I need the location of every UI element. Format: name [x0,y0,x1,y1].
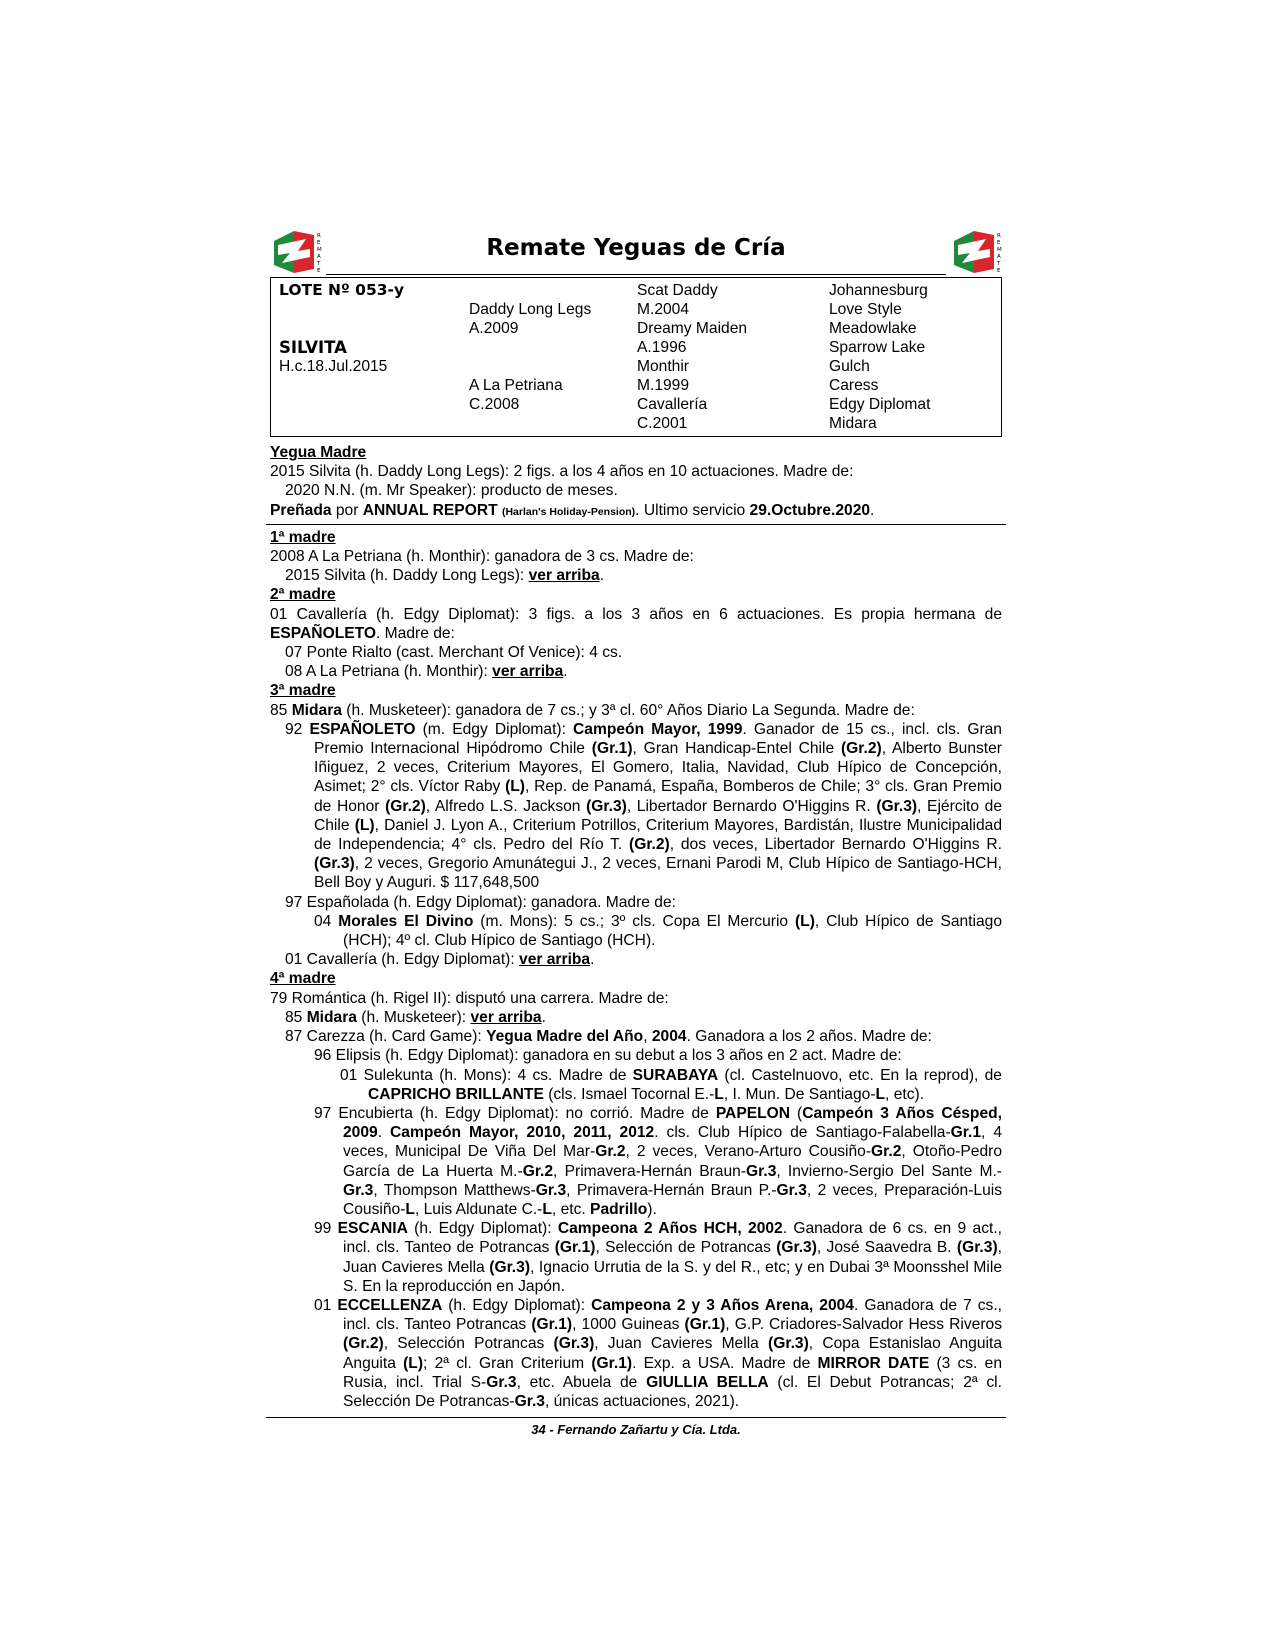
text-span: ESPAÑOLETO [309,720,416,738]
grandparent-entry: Monthir [637,358,689,375]
svg-text:M: M [317,247,322,253]
text-line: 96 Elipsis (h. Edgy Diplomat): ganadora en su debut a los 3 años en 2 act. Madre de: [314,1047,902,1065]
text-span: , Invierno-Sergio Del Sante M.- [776,1162,1003,1180]
text-span: Midara [306,1008,357,1026]
grandparent-entry: Cavallería [637,396,708,413]
text-span: , 1000 Guineas [572,1316,685,1334]
text-line [270,1219,1002,1296]
text-span: 04 [314,912,339,930]
catalog-page [270,225,1002,1437]
text-span: , etc). [885,1085,925,1103]
great-grandparent: Johannesburg [829,282,928,299]
text-span: , José Saavedra B. [816,1239,957,1257]
text-span: (Gr.2) [385,797,426,815]
text-span: . [563,663,568,681]
text-span: . Ganadora de 7 cs., incl. cls. Tanteo Potrancas [343,1296,1003,1334]
text-span: (Gr.3) [768,1335,809,1353]
text-span: . Madre de: [376,624,455,642]
great-grandparent: Sparrow Lake [829,339,926,356]
text-span: MIRROR DATE [817,1354,930,1372]
text-line: 79 Romántica (h. Rigel II): disputó una carrera. Madre de: [270,989,669,1007]
text-span: , 2 veces, Preparación-Luis Cousiño- [343,1181,1003,1218]
footer-divider [266,1417,1006,1418]
section-heading: Yegua Madre [270,444,367,461]
text-span: , Libertador Bernardo O'Higgins R. [626,797,877,815]
text-span: 87 Carezza (h. Card Game): [285,1028,487,1046]
text-span: 2015 Silvita (h. Daddy Long Legs): [285,567,529,585]
grandparent-entry: Scat Daddy [637,282,718,299]
pedigree-col-parents [469,281,591,414]
pedigree-box [270,277,1002,437]
text-span: L [542,1200,552,1218]
text-span: , Selección de Potrancas [595,1239,777,1257]
text-span: , Rep. de Panamá, España, Bomberos de Chile; 3° cls. Gran Premio de Honor [314,778,1002,815]
text-span: . [377,1124,391,1142]
text-span: (h. Musketeer): ganadora de 7 cs.; y 3ª cl. 60° Años Diario La Segunda. Madre de: [341,701,915,719]
great-grandparent: Gulch [829,358,870,375]
text-span: ESCANIA [337,1220,408,1238]
svg-text:A: A [997,254,1001,260]
svg-text:T: T [997,261,1001,267]
text-span: (h. Edgy Diplomat): [442,1296,592,1314]
text-span: (Gr.2) [840,740,882,758]
text-line: 07 Ponte Rialto (cast. Merchant Of Venice): 4 cs. [285,644,623,662]
text-span: Preñada [270,501,332,519]
text-span: , Luis Aldunate C.- [414,1200,543,1218]
text-span: , Primavera-Hernán Braun P.- [566,1181,777,1199]
text-span: ver arriba [519,951,591,969]
text-span: , [643,1028,652,1046]
text-span: (L) [794,912,815,930]
text-span: Gr.1 [950,1124,982,1142]
text-span: PAPELON [715,1104,791,1122]
text-span: . [599,567,605,585]
text-span: ver arriba [528,567,600,585]
text-span: , Otoño-Pedro García de La Huerta M.- [343,1143,1002,1180]
text-span: 01 Cavallería (h. Edgy Diplomat): 3 figs. a los 3 años en 6 actuaciones. Es propia hermana de [270,605,1002,623]
text-span: ver arriba [492,663,564,681]
text-line [270,950,1002,969]
text-span: (h. Edgy Diplomat): [407,1220,558,1238]
text-span: (Gr.3) [489,1258,531,1276]
text-line [270,605,1002,643]
text-span: . Ganadora a los 2 años. Madre de: [686,1028,932,1046]
text-line: 2015 Silvita (h. Daddy Long Legs): 2 figs. a los 4 años en 10 actuaciones. Madre de: [270,463,854,481]
text-span: . Ganadora de 6 cs. en 9 act., incl. cls. Tanteo de Potrancas [343,1220,1002,1257]
text-line [270,912,1002,950]
great-grandparent: Love Style [829,301,902,318]
text-line [270,1027,1002,1046]
text-span: , 2 veces, Gregorio Amunátegui J., 2 veces, Ernani Parodi M, Club Hípico de Santiago-HCH, Bell Boy y Auguri. $ 117,648,500 [314,855,1002,892]
section-heading: 2ª madre [270,586,336,604]
dam-year: C.2008 [469,396,520,413]
text-span: , Club Hípico de Santiago (HCH); 4º cl. Club Hípico de Santiago (HCH). [343,912,1002,950]
text-line [270,662,1002,681]
horse-name: SILVITA [279,338,347,357]
text-span: , Juan Cavieres Mella [594,1335,769,1353]
text-span: . [541,1008,546,1026]
text-span: . Ganador de 15 cs., incl. cls. Gran Premio Internacional Hipódromo Chile [314,720,1002,758]
text-span: (L) [354,816,375,834]
text-span: 99 [314,1220,338,1238]
text-span: (Gr.2) [343,1335,384,1353]
page-footer: 34 - Fernando Zañartu y Cía. Ltda. [531,1422,741,1438]
text-span: Gr.3 [535,1181,567,1199]
grandparent-entry: Dreamy Maiden [637,320,748,337]
text-line [270,720,1002,893]
svg-text:R: R [317,233,321,239]
text-span: 92 [285,720,310,738]
text-span: Gr.3 [514,1392,545,1410]
text-span: (Gr.1) [591,1354,633,1372]
page-header [270,225,1002,277]
text-span: . [870,501,875,519]
text-span: , 2 veces, Verano-Arturo Cousiño- [625,1143,872,1161]
text-span: Campeón 3 Años Césped, 2009 [343,1104,1002,1142]
text-span: Gr.3 [776,1181,807,1199]
horse-birth: H.c.18.Jul.2015 [279,358,388,375]
text-span: (cls. Ismael Tocornal E.- [543,1085,715,1103]
text-span: ver arriba [470,1008,542,1026]
pedigree-col-horse [279,281,404,376]
text-span: L [714,1085,724,1103]
text-span: 2004 [651,1028,687,1046]
text-span: (Gr.3) [586,797,627,815]
dam-name: A La Petriana [469,377,563,394]
text-span: (Gr.3) [776,1239,817,1257]
text-span: (h. Musketeer): [356,1008,471,1026]
text-span: , Alfredo L.S. Jackson [425,797,587,815]
svg-text:E: E [997,240,1001,246]
pregnancy-line [270,501,1002,522]
text-span: , Selección Potrancas [383,1335,554,1353]
zl-remates-logo-icon [270,227,322,277]
text-span: , etc. Abuela de [516,1373,647,1391]
text-span: (L) [403,1354,424,1372]
pedigree-col-great-grandparents [829,281,930,433]
great-grandparent: Meadowlake [829,320,917,337]
svg-text:E: E [997,268,1001,274]
text-span: Midara [291,701,342,719]
text-span: Campeón Mayor, 2010, 2011, 2012 [390,1124,655,1142]
text-span: ( [790,1104,803,1122]
svg-text:M: M [997,247,1002,253]
text-line [270,1296,1002,1411]
text-span: (Gr.3) [876,797,918,815]
text-span: ; 2ª cl. Gran Criterium [423,1354,592,1372]
text-span: 85 [270,701,292,719]
great-grandparent: Midara [829,415,877,432]
lot-number: LOTE Nº 053-y [279,281,405,299]
grandparent-entry: M.2004 [637,301,690,318]
svg-text:E: E [317,268,321,274]
svg-text:R: R [997,233,1001,239]
text-span: (m. Mons): 5 cs.; 3º cls. Copa El Mercurio [473,912,795,930]
text-line [270,566,1002,585]
text-span: , etc. [551,1200,591,1218]
text-span: , Copa Estanislao Anguita Anguita [343,1335,1002,1372]
text-span: . Ultimo servicio [635,501,750,519]
text-span: , Thompson Matthews- [373,1181,536,1199]
text-span: GIULLIA BELLA [646,1373,769,1391]
text-span: SURABAYA [632,1066,719,1084]
text-span: (Gr.3) [956,1239,998,1257]
text-span: , Gran Handicap-Entel Chile [632,740,841,758]
text-span: (3 cs. en Rusia, incl. Trial S- [343,1354,1002,1391]
grandparent-entry: C.2001 [637,415,688,432]
text-span: Gr.2 [871,1143,902,1161]
section-divider [266,524,1006,525]
sire-year: A.2009 [469,320,519,337]
text-span: ESPAÑOLETO [270,624,376,642]
pedigree-col-grandparents [637,281,747,433]
text-span: (cl. El Debut Potrancas; 2ª cl. Selección De Potrancas- [343,1373,1002,1410]
text-span: ECCELLENZA [337,1296,443,1314]
text-span: Gr.2 [595,1143,626,1161]
text-span: Campeona 2 y 3 Años Arena, 2004 [591,1296,854,1314]
text-span: CAPRICHO BRILLANTE [368,1085,544,1103]
text-span: (Gr.3) [314,855,355,873]
text-span: (Harlan's Holiday-Pension) [501,505,636,518]
text-span: 85 [285,1008,307,1026]
text-span: (Gr.1) [531,1316,573,1334]
text-span: Gr.2 [522,1162,554,1180]
text-span: , únicas actuaciones, 2021). [544,1392,740,1410]
text-span: 08 A La Petriana (h. Monthir): [285,663,493,681]
text-span: Yegua Madre del Año [486,1028,644,1046]
text-span: . cls. Club Hípico de Santiago-Falabella- [654,1124,951,1142]
svg-text:T: T [317,261,321,267]
text-span: 29.Octubre.2020 [749,501,871,519]
text-span: ANNUAL REPORT [362,501,498,519]
text-line: 97 Españolada (h. Edgy Diplomat): ganadora. Madre de: [285,893,676,911]
section-heading: 3ª madre [270,682,336,700]
text-span: . [590,951,595,969]
text-span: (m. Edgy Diplomat): [415,720,574,738]
text-span: (Gr.1) [554,1239,596,1257]
text-span: Campeona 2 Años HCH, 2002 [557,1220,783,1238]
text-span: (Gr.1) [591,740,633,758]
text-span: (Gr.2) [629,836,670,854]
text-span: , I. Mun. De Santiago- [723,1085,876,1103]
text-span: , dos veces, Libertador Bernardo O'Higgins R. [669,836,1002,854]
sire-name: Daddy Long Legs [469,301,592,318]
text-span: L [875,1085,886,1103]
great-grandparent: Edgy Diplomat [829,396,931,413]
text-span: , G.P. Criadores-Salvador Hess Riveros [725,1316,1002,1334]
text-span: Gr.3 [486,1373,517,1391]
text-span: , Juan Cavieres Mella [343,1239,1002,1276]
text-span: ). [647,1200,657,1218]
text-line: 2008 A La Petriana (h. Monthir): ganadora de 3 cs. Madre de: [270,548,694,566]
svg-text:A: A [317,254,321,260]
text-span: , Primavera-Hernán Braun- [553,1162,747,1180]
section-heading: 4ª madre [270,970,336,988]
text-line [270,1008,1002,1027]
text-span: Gr.3 [746,1162,777,1180]
text-span: 01 Cavallería (h. Edgy Diplomat): [285,951,520,969]
text-span: . Exp. a USA. Madre de [632,1354,818,1372]
text-span: (L) [505,778,526,796]
text-span: , Alberto Bunster Iñiguez, 2 veces, Criterium Mayores, El Gomero, Italia, Navidad, Club Hípico de Concepción, Asimet; 2° cls. Víctor Raby [314,740,1002,796]
zl-remates-logo-icon [950,227,1002,277]
text-span: , Ignacio Urrutia de la S. y del R., etc; y en Dubai 3ª Moonsshel Mile S. En la reproducción en Japón. [343,1258,1002,1295]
text-line [270,1066,1002,1104]
text-line [270,701,1002,720]
text-span: , Ejército de Chile [314,797,1003,834]
text-span: L [405,1200,415,1218]
svg-text:E: E [317,240,321,246]
text-span: , 4 veces, Municipal De Viña Del Mar- [343,1124,1002,1161]
text-span: 01 Sulekunta (h. Mons): 4 cs. Madre de [340,1066,633,1084]
text-span: 01 [314,1296,338,1314]
text-span: por [331,501,363,519]
text-span: (Gr.3) [553,1335,595,1353]
grandparent-entry: A.1996 [637,339,687,356]
text-span: Gr.3 [343,1181,374,1199]
page-title: Remate Yeguas de Cría [486,235,786,261]
text-span: Morales El Divino [338,912,474,930]
grandparent-entry: M.1999 [637,377,690,394]
text-line [270,1104,1002,1219]
great-grandparent: Caress [829,377,879,394]
text-span: (Gr.1) [684,1316,726,1334]
title-underline [326,274,946,275]
section-heading: 1ª madre [270,528,336,546]
text-line: 2020 N.N. (m. Mr Speaker): producto de meses. [285,482,618,500]
text-span: , Daniel J. Lyon A., Criterium Potrillos, Criterium Mayores, Bardistán, Ilustre Municipalidad de Independencia; 4° cls. Pedro del Río T. [314,816,1002,854]
text-span: (cl. Castelnuovo, etc. En la reprod), de [718,1066,1002,1084]
text-span: Campeón Mayor, 1999 [573,720,743,738]
text-span: 97 Encubierta (h. Edgy Diplomat): no corrió. Madre de [314,1104,716,1122]
text-span: Padrillo [590,1200,648,1218]
catalog-body [270,443,1002,1411]
